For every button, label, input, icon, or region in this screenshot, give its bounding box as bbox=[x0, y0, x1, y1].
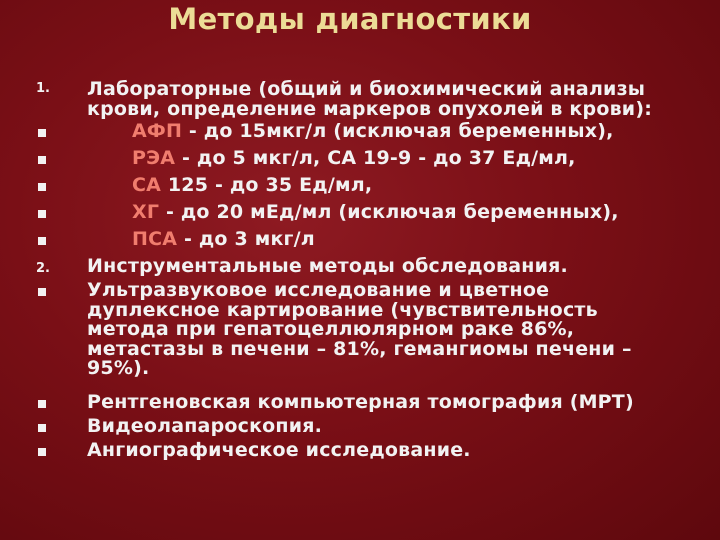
list-item-text: Ультразвуковое исследование и цветное дуплексное картирование (чувствительность метода при гепатоцеллюлярном раке 86%, метастазы в печени – 81%, гемангиомы печени – 95%). bbox=[87, 279, 632, 379]
square-bullet-icon bbox=[38, 156, 46, 164]
list-item-ca125 bbox=[36, 176, 686, 203]
list-item-text: Ангиографическое исследование. bbox=[87, 439, 471, 461]
list-item-text bbox=[87, 149, 576, 169]
square-bullet-icon bbox=[38, 210, 46, 218]
content-list bbox=[36, 77, 686, 465]
marker-name: ХГ bbox=[132, 201, 160, 223]
list-bullet bbox=[36, 417, 87, 436]
marker-value: - до 5 мкг/л, СА 19-9 - до 37 Ед/мл, bbox=[175, 147, 576, 169]
square-bullet-icon bbox=[38, 424, 46, 432]
list-item-text: Рентгеновская компьютерная томография (МРТ) bbox=[87, 391, 634, 413]
marker-name: СА bbox=[132, 174, 162, 196]
list-item-rea bbox=[36, 149, 686, 176]
list-item-text: Видеолапароскопия. bbox=[87, 415, 323, 437]
marker-value: - до 15мкг/л (исключая беременных), bbox=[182, 120, 614, 142]
list-bullet bbox=[36, 441, 87, 460]
list-bullet bbox=[36, 176, 87, 195]
list-item-text bbox=[87, 203, 619, 223]
marker-value: - до 3 мкг/л bbox=[177, 228, 315, 250]
list-number: 1. bbox=[36, 81, 50, 96]
list-item-ultrasound bbox=[36, 281, 686, 393]
list-bullet bbox=[36, 203, 87, 222]
list-item-text bbox=[87, 122, 614, 142]
square-bullet-icon bbox=[38, 183, 46, 191]
list-bullet bbox=[36, 149, 87, 168]
square-bullet-icon bbox=[38, 129, 46, 137]
marker-name: ПСА bbox=[132, 228, 178, 250]
slide-title: Методы диагностики bbox=[168, 2, 532, 36]
list-item-text bbox=[87, 176, 372, 196]
list-bullet bbox=[36, 230, 87, 249]
list-number: 2. bbox=[36, 261, 50, 276]
list-item-text bbox=[87, 230, 315, 250]
marker-value: - до 20 мЕд/мл (исключая беременных), bbox=[159, 201, 619, 223]
square-bullet-icon bbox=[38, 400, 46, 408]
list-bullet bbox=[36, 281, 87, 300]
list-item-psa bbox=[36, 230, 686, 257]
marker-name: АФП bbox=[132, 120, 183, 142]
list-item-instrumental bbox=[36, 257, 686, 281]
square-bullet-icon bbox=[38, 237, 46, 245]
list-item-angiography bbox=[36, 441, 686, 465]
list-bullet bbox=[36, 122, 87, 141]
list-bullet bbox=[36, 393, 87, 412]
list-item-hg bbox=[36, 203, 686, 230]
list-item-ct bbox=[36, 393, 686, 417]
marker-value: 125 - до 35 Ед/мл, bbox=[161, 174, 373, 196]
list-item-text: Лабораторные (общий и биохимический анализы крови, определение маркеров опухолей в крови): bbox=[87, 78, 652, 120]
square-bullet-icon bbox=[38, 448, 46, 456]
marker-name: РЭА bbox=[132, 147, 176, 169]
square-bullet-icon bbox=[38, 288, 46, 296]
list-item-afp bbox=[36, 122, 686, 149]
list-item-laparoscopy bbox=[36, 417, 686, 441]
list-item-text: Инструментальные методы обследования. bbox=[87, 255, 568, 277]
